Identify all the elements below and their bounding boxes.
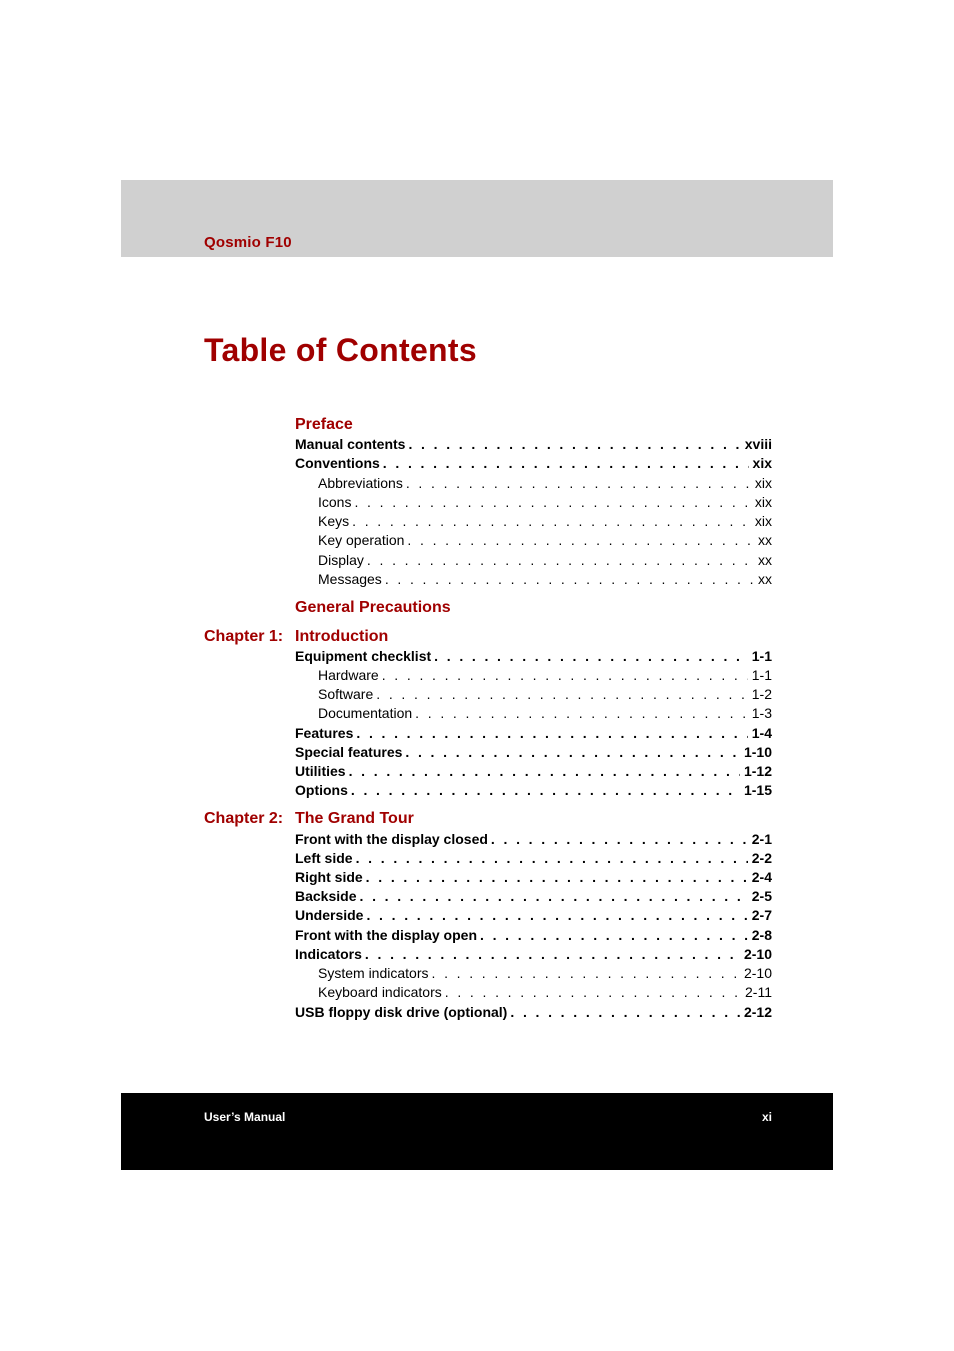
toc-entry-page: 2-11 bbox=[745, 984, 772, 1000]
toc-entry-display[interactable] bbox=[318, 551, 772, 570]
dot-leader bbox=[480, 926, 748, 945]
toc-entry-label: Software bbox=[318, 686, 374, 702]
toc-entry-label: System indicators bbox=[318, 965, 429, 981]
toc-entry-label: Abbreviations bbox=[318, 475, 403, 491]
toc-entry-label: Features bbox=[295, 725, 354, 741]
dot-leader bbox=[366, 906, 747, 925]
dot-leader bbox=[354, 493, 750, 512]
toc-entry-label: Messages bbox=[318, 571, 382, 587]
chapter-heading-grand-tour[interactable]: The Grand Tour bbox=[295, 810, 414, 827]
toc-entry-system-indicators[interactable] bbox=[318, 964, 772, 983]
chapter-heading-introduction[interactable]: Introduction bbox=[295, 628, 389, 645]
dot-leader bbox=[352, 512, 751, 531]
toc-entry-label: Keyboard indicators bbox=[318, 984, 442, 1000]
dot-leader bbox=[415, 704, 748, 723]
dot-leader bbox=[356, 849, 748, 868]
toc-entry-page: xix bbox=[754, 475, 772, 491]
toc-entry-page: 2-1 bbox=[751, 831, 772, 847]
toc-entry-page: xix bbox=[754, 513, 772, 529]
toc-entry-label: Left side bbox=[295, 850, 353, 866]
dot-leader bbox=[407, 531, 754, 550]
toc-entry-page: 2-2 bbox=[751, 850, 772, 866]
dot-leader bbox=[491, 830, 748, 849]
toc-entry-page: xx bbox=[758, 552, 772, 568]
dot-leader bbox=[382, 666, 748, 685]
toc-entry-label: Documentation bbox=[318, 705, 413, 721]
toc-entry-page: 2-10 bbox=[743, 965, 772, 981]
toc-entry-label: Special features bbox=[295, 744, 403, 760]
toc-entry-label: Right side bbox=[295, 869, 363, 885]
toc-entry-label: Utilities bbox=[295, 763, 346, 779]
toc-entry-indicators[interactable] bbox=[295, 945, 772, 964]
dot-leader bbox=[349, 762, 740, 781]
header-product-name: Qosmio F10 bbox=[204, 234, 292, 251]
toc-entry-label: Options bbox=[295, 782, 348, 798]
toc-entry-page: 2-5 bbox=[751, 888, 772, 904]
dot-leader bbox=[366, 868, 748, 887]
toc-entry-label: Backside bbox=[295, 888, 357, 904]
toc-entry-left-side[interactable] bbox=[295, 849, 772, 868]
toc-entry-page: 2-7 bbox=[751, 907, 772, 923]
toc-entry-keyboard-indicators[interactable] bbox=[318, 983, 772, 1002]
toc-entry-page: 2-12 bbox=[743, 1004, 772, 1020]
toc-entry-icons[interactable] bbox=[318, 493, 772, 512]
toc-entry-abbreviations[interactable] bbox=[318, 474, 772, 493]
toc-entry-manual-contents[interactable] bbox=[295, 435, 772, 454]
toc-entry-label: Key operation bbox=[318, 532, 405, 548]
toc-entry-page: 1-3 bbox=[751, 705, 772, 721]
toc-entry-right-side[interactable] bbox=[295, 868, 772, 887]
chapter-number-2: Chapter 2: bbox=[204, 810, 284, 827]
toc-entry-label: Equipment checklist bbox=[295, 648, 432, 664]
dot-leader bbox=[434, 647, 748, 666]
footer-manual-label: User’s Manual bbox=[204, 1110, 286, 1124]
toc-entry-backside[interactable] bbox=[295, 887, 772, 906]
toc-entry-label: Keys bbox=[318, 513, 350, 529]
section-heading-preface[interactable]: Preface bbox=[295, 416, 353, 433]
toc-entry-page: 1-10 bbox=[743, 744, 772, 760]
toc-entry-page: xix bbox=[752, 455, 772, 471]
dot-leader bbox=[431, 964, 739, 983]
toc-entry-label: Underside bbox=[295, 907, 364, 923]
toc-entry-front-display-open[interactable] bbox=[295, 926, 772, 945]
toc-entry-label: Indicators bbox=[295, 946, 362, 962]
toc-entry-page: 2-8 bbox=[751, 927, 772, 943]
toc-entry-label: Icons bbox=[318, 494, 352, 510]
toc-entry-special-features[interactable] bbox=[295, 743, 772, 762]
toc-entry-messages[interactable] bbox=[318, 570, 772, 589]
toc-entry-conventions[interactable] bbox=[295, 454, 772, 473]
toc-entry-page: 1-15 bbox=[743, 782, 772, 798]
toc-entry-software[interactable] bbox=[318, 685, 772, 704]
toc-entry-page: 2-4 bbox=[751, 869, 772, 885]
toc-entry-page: xviii bbox=[744, 436, 772, 452]
dot-leader bbox=[405, 743, 740, 762]
toc-entry-page: 1-12 bbox=[743, 763, 772, 779]
dot-leader bbox=[365, 945, 740, 964]
toc-entry-page: 1-4 bbox=[751, 725, 772, 741]
dot-leader bbox=[376, 685, 748, 704]
toc-entry-label: Front with the display closed bbox=[295, 831, 488, 847]
dot-leader bbox=[351, 781, 740, 800]
dot-leader bbox=[385, 570, 754, 589]
toc-entry-usb-floppy[interactable] bbox=[295, 1003, 772, 1022]
footer-page-number: xi bbox=[761, 1110, 772, 1124]
toc-entry-label: Hardware bbox=[318, 667, 379, 683]
toc-entry-hardware[interactable] bbox=[318, 666, 772, 685]
toc-entry-equipment-checklist[interactable] bbox=[295, 647, 772, 666]
toc-entry-underside[interactable] bbox=[295, 906, 772, 925]
toc-entry-utilities[interactable] bbox=[295, 762, 772, 781]
dot-leader bbox=[367, 551, 754, 570]
dot-leader bbox=[406, 474, 751, 493]
toc-entry-features[interactable] bbox=[295, 724, 772, 743]
toc-entry-options[interactable] bbox=[295, 781, 772, 800]
dot-leader bbox=[383, 454, 749, 473]
footer-band bbox=[121, 1093, 833, 1170]
toc-entry-label: Conventions bbox=[295, 455, 380, 471]
toc-entry-label: Display bbox=[318, 552, 364, 568]
page-title: Table of Contents bbox=[204, 332, 477, 368]
toc-entry-page: 1-1 bbox=[751, 648, 772, 664]
toc-entry-page: 1-1 bbox=[751, 667, 772, 683]
toc-entry-page: xx bbox=[758, 571, 772, 587]
dot-leader bbox=[359, 887, 747, 906]
toc-entry-page: xx bbox=[758, 532, 772, 548]
dot-leader bbox=[356, 724, 747, 743]
toc-entry-documentation[interactable] bbox=[318, 704, 772, 723]
dot-leader bbox=[510, 1003, 740, 1022]
toc-entry-front-display-closed[interactable] bbox=[295, 830, 772, 849]
toc-entry-label: USB floppy disk drive (optional) bbox=[295, 1004, 508, 1020]
toc-entry-label: Front with the display open bbox=[295, 927, 477, 943]
toc-entry-page: xix bbox=[754, 494, 772, 510]
toc-entry-keys[interactable] bbox=[318, 512, 772, 531]
toc-entry-page: 2-10 bbox=[743, 946, 772, 962]
chapter-number-1: Chapter 1: bbox=[204, 628, 284, 645]
toc-entry-label: Manual contents bbox=[295, 436, 406, 452]
toc-entry-page: 1-2 bbox=[751, 686, 772, 702]
section-heading-general-precautions[interactable]: General Precautions bbox=[295, 599, 451, 616]
toc-entry-key-operation[interactable] bbox=[318, 531, 772, 550]
dot-leader bbox=[445, 983, 741, 1002]
dot-leader bbox=[408, 435, 740, 454]
